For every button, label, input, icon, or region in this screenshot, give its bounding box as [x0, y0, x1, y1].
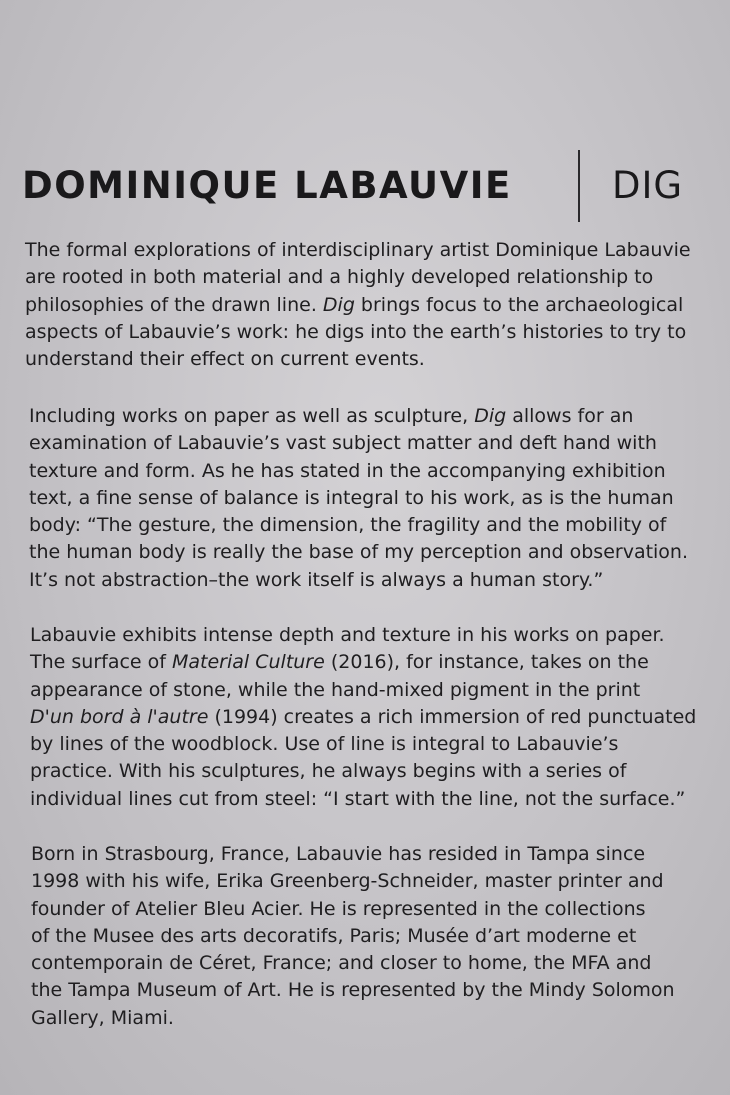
- text-line: D'un bord à l'autre (1994) creates a rich immersion of red punctuated: [30, 705, 697, 728]
- text-line: text, a fine sense of balance is integral to his work, as is the human: [29, 486, 674, 509]
- text-line: Born in Strasbourg, France, Labauvie has resided in Tampa since: [31, 843, 646, 865]
- text-line: are rooted in both material and a highly developed relationship to: [25, 266, 654, 289]
- text-line: appearance of stone, while the hand-mixed pigment in the print: [30, 678, 641, 701]
- text-line: founder of Atelier Bleu Acier. He is represented in the collections: [31, 897, 646, 920]
- text-line: Labauvie exhibits intense depth and texture in his works on paper.: [30, 624, 665, 646]
- wall-text-paragraph-3: [30, 622, 696, 813]
- text-line: understand their effect on current events.: [25, 348, 425, 371]
- text-line: examination of Labauvie’s vast subject matter and deft hand with: [29, 432, 657, 455]
- text-line: Including works on paper as well as sculpture, Dig allows for an: [29, 405, 634, 427]
- exhibition-title: DIG: [612, 164, 684, 207]
- wall-text-paragraph-1: [25, 237, 691, 373]
- text-line: individual lines cut from steel: “I start with the line, not the surface.”: [30, 787, 686, 810]
- text-line: the human body is really the base of my perception and observation.: [29, 541, 689, 564]
- text-line: the Tampa Museum of Art. He is represented by the Mindy Solomon: [31, 979, 675, 1002]
- title-divider: [578, 150, 580, 222]
- text-line: contemporain de Céret, France; and closer to home, the MFA and: [31, 952, 652, 975]
- exhibition-title-italic: Dig: [474, 405, 507, 427]
- exhibition-header: [22, 150, 712, 222]
- exhibition-title-italic: Dig: [322, 293, 355, 316]
- text-line: practice. With his sculptures, he always begins with a series of: [30, 760, 627, 783]
- text-line: The surface of Material Culture (2016), for instance, takes on the: [30, 651, 649, 674]
- artist-name: DOMINIQUE LABAUVIE: [22, 164, 512, 207]
- text-line: Gallery, Miami.: [31, 1006, 174, 1029]
- text-line: of the Musee des arts decoratifs, Paris; Musée d’art moderne et: [31, 924, 637, 947]
- text-line: body: “The gesture, the dimension, the fragility and the mobility of: [29, 514, 667, 537]
- wall-text-paragraph-2: [29, 403, 688, 594]
- text-line: The formal explorations of interdisciplinary artist Dominique Labauvie: [25, 239, 691, 261]
- text-line: It’s not abstraction–the work itself is always a human story.”: [29, 568, 604, 591]
- artwork-title-italic: D'un bord à l'autre: [30, 705, 209, 728]
- text-line: 1998 with his wife, Erika Greenberg-Schneider, master printer and: [31, 870, 664, 893]
- text-line: philosophies of the drawn line. Dig brings focus to the archaeological: [25, 293, 684, 316]
- text-line: aspects of Labauvie’s work: he digs into the earth’s histories to try to: [25, 320, 687, 343]
- wall-text-paragraph-4: [31, 841, 675, 1032]
- text-line: texture and form. As he has stated in the accompanying exhibition: [29, 459, 666, 482]
- artwork-title-italic: Material Culture: [172, 651, 325, 674]
- text-line: by lines of the woodblock. Use of line is integral to Labauvie’s: [30, 733, 619, 756]
